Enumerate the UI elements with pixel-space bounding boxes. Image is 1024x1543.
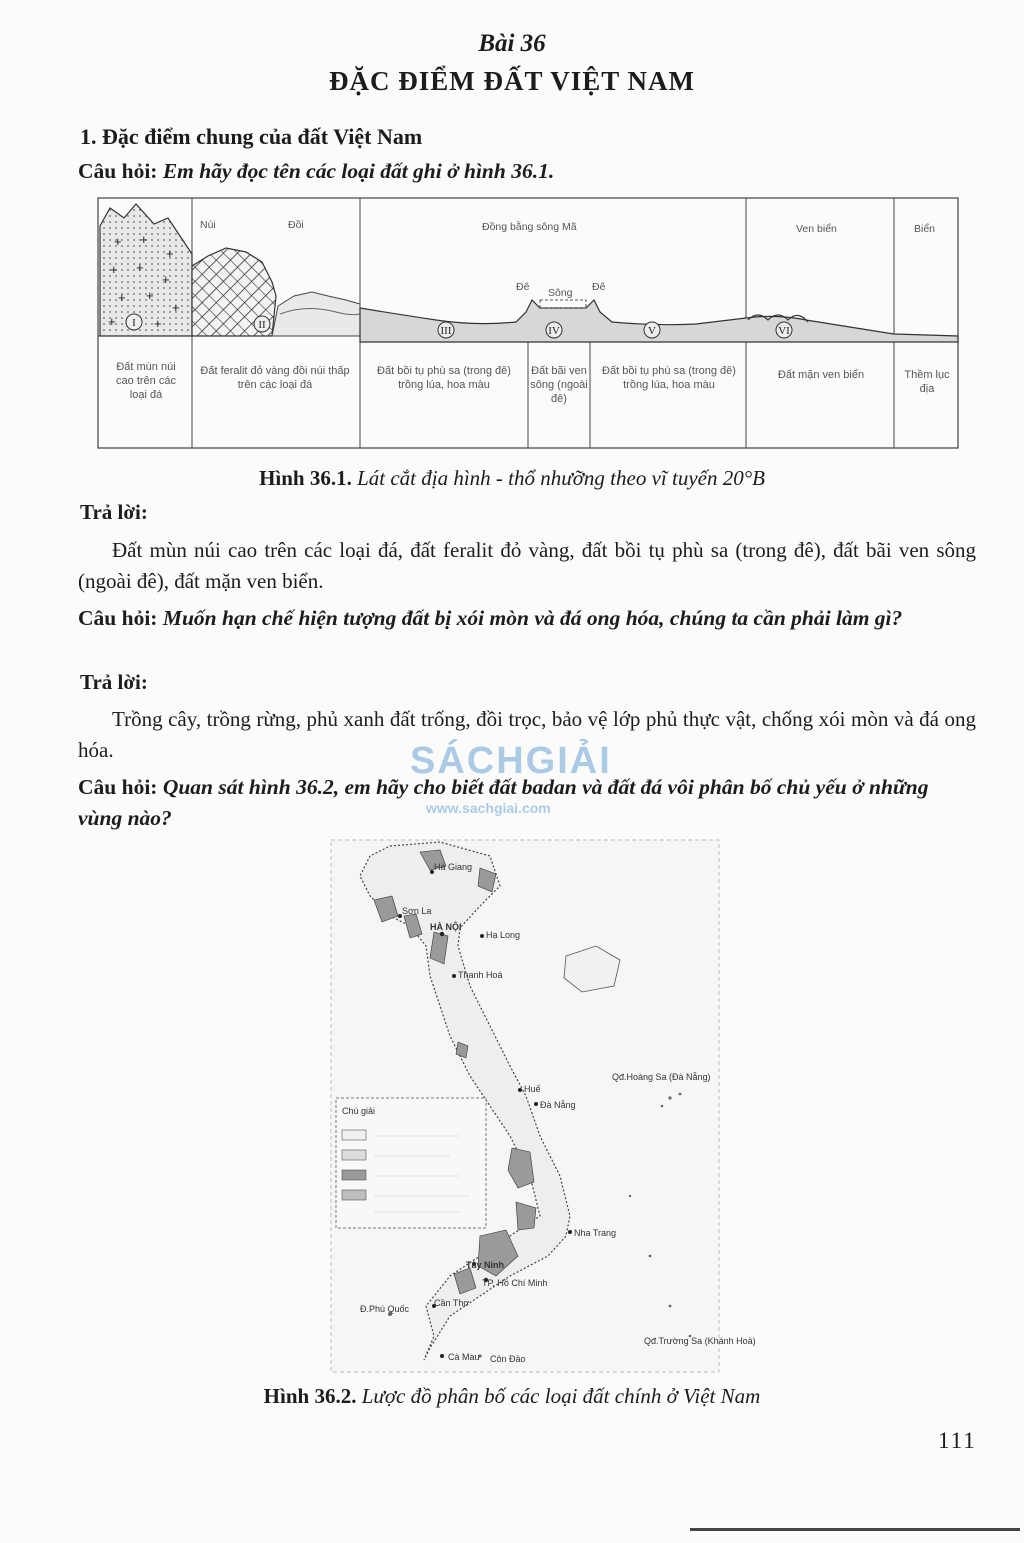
terrain-profile-figure bbox=[96, 196, 960, 450]
place-tp-hcm: TP. Hồ Chí Minh bbox=[482, 1278, 548, 1288]
legend-title: Chú giải bbox=[342, 1106, 376, 1116]
figure-2-number: Hình 36.2. bbox=[263, 1384, 357, 1408]
svg-text:+: + bbox=[162, 272, 170, 287]
marker-4: IV bbox=[548, 325, 560, 337]
svg-text:+: + bbox=[172, 300, 180, 315]
place-nha-trang: Nha Trang bbox=[574, 1228, 617, 1238]
svg-text:+: + bbox=[108, 314, 116, 329]
question-2 bbox=[78, 603, 976, 634]
figure-2-caption bbox=[0, 1384, 1024, 1409]
place-con-dao: Côn Đảo bbox=[490, 1354, 526, 1364]
soil-cell-7: Thềm lục địa bbox=[904, 369, 950, 395]
place-ha-giang: Hà Giang bbox=[434, 862, 473, 872]
marker-2: II bbox=[258, 319, 266, 331]
place-phu-quoc: Đ.Phú Quốc bbox=[360, 1304, 410, 1314]
soil-cell-6: Đất mặn ven biển bbox=[777, 369, 865, 381]
label-de-right: Đê bbox=[592, 281, 606, 293]
map-svg bbox=[330, 836, 756, 1376]
lesson-number: Bài 36 bbox=[478, 30, 546, 57]
place-hue: Huế bbox=[524, 1084, 541, 1094]
place-ca-mau: Cà Mau bbox=[448, 1352, 480, 1362]
soil-cell-2: Đất feralit đỏ vàng đồi núi thấp trên các loại đá bbox=[200, 365, 350, 391]
profile-svg bbox=[96, 196, 960, 450]
question-label: Câu hỏi: bbox=[78, 775, 158, 799]
page-number: 111 bbox=[938, 1428, 977, 1453]
place-ha-long: Hạ Long bbox=[486, 930, 521, 940]
svg-text:+: + bbox=[154, 316, 162, 331]
marker-3: III bbox=[440, 325, 452, 337]
question-text: Quan sát hình 36.2, em hãy cho biết đất badan và đất đá vôi phân bố chủ yếu ở những vùng nào? bbox=[78, 775, 929, 830]
label-dong-bang: Đồng bằng sông Mã bbox=[482, 221, 577, 233]
place-hoang-sa: Qđ.Hoàng Sa (Đà Nẵng) bbox=[612, 1072, 711, 1082]
question-1 bbox=[78, 156, 976, 187]
place-da-nang: Đà Nẵng bbox=[540, 1100, 576, 1110]
label-song: Sông bbox=[548, 287, 573, 299]
soil-cell-4: Đất bãi ven sông (ngoài đê) bbox=[530, 365, 588, 405]
place-son-la: Sơn La bbox=[402, 906, 432, 916]
svg-text:+: + bbox=[114, 234, 122, 249]
marker-1: I bbox=[132, 317, 136, 329]
svg-text:+: + bbox=[146, 288, 154, 303]
figure-1-text: Lát cắt địa hình - thổ nhưỡng theo vĩ tuyến 20°B bbox=[357, 466, 765, 490]
figure-1-caption bbox=[0, 466, 1024, 491]
marker-5: V bbox=[648, 325, 656, 337]
label-nui: Núi bbox=[200, 219, 216, 231]
label-ven-bien: Ven biển bbox=[796, 223, 837, 235]
question-text: Em hãy đọc tên các loại đất ghi ở hình 36.1. bbox=[162, 159, 555, 183]
svg-text:+: + bbox=[118, 290, 126, 305]
place-thanh-hoa: Thanh Hoá bbox=[458, 970, 503, 980]
section-heading: 1. Đặc điểm chung của đất Việt Nam bbox=[80, 124, 423, 149]
svg-text:+: + bbox=[166, 246, 174, 261]
svg-text:+: + bbox=[136, 260, 144, 275]
answer-1-label: Trả lời: bbox=[80, 500, 148, 524]
answer-2-label: Trả lời: bbox=[80, 670, 148, 694]
watermark-url: www.sachgiai.com bbox=[426, 800, 551, 816]
label-doi: Đồi bbox=[288, 219, 304, 231]
soil-cell-5: Đất bồi tụ phù sa (trong đê) trồng lúa, hoa màu bbox=[602, 365, 736, 391]
page-title: ĐẶC ĐIỂM ĐẤT VIỆT NAM bbox=[328, 66, 696, 96]
answer-1: Đất mùn núi cao trên các loại đá, đất feralit đỏ vàng, đất bồi tụ phù sa (trong đê), đất bãi ven sông (ngoài đê), đất mặn ven biển. bbox=[78, 538, 976, 593]
soil-map-figure bbox=[330, 836, 756, 1376]
soil-cell-1: Đất mùn núi cao trên các loại đá bbox=[116, 361, 176, 401]
figure-2-text: Lược đồ phân bố các loại đất chính ở Việt Nam bbox=[361, 1384, 761, 1408]
svg-text:+: + bbox=[110, 262, 118, 277]
question-3 bbox=[78, 772, 976, 834]
svg-text:+: + bbox=[140, 232, 148, 247]
label-bien: Biển bbox=[914, 223, 936, 235]
label-de-left: Đê bbox=[516, 281, 530, 293]
place-truong-sa: Qđ.Trường Sa (Khánh Hoà) bbox=[644, 1336, 756, 1346]
place-can-tho: Cần Thơ bbox=[434, 1298, 470, 1308]
question-label: Câu hỏi: bbox=[78, 606, 158, 630]
watermark-brand: SÁCHGIẢI bbox=[410, 740, 612, 782]
figure-1-number: Hình 36.1. bbox=[259, 466, 352, 490]
soil-cell-3: Đất bồi tụ phù sa (trong đê) trồng lúa, hoa màu bbox=[377, 365, 511, 391]
question-text: Muốn hạn chế hiện tượng đất bị xói mòn và đá ong hóa, chúng ta cần phải làm gì? bbox=[162, 606, 903, 630]
place-ha-noi: HÀ NỘI bbox=[430, 922, 462, 932]
place-tay-ninh: Tây Ninh bbox=[466, 1260, 505, 1270]
answer-2: Trồng cây, trồng rừng, phủ xanh đất trống, đồi trọc, bảo vệ lớp phủ thực vật, chống xói mòn và đá ong hóa. bbox=[78, 707, 976, 762]
page-edge-line bbox=[690, 1528, 1020, 1531]
question-label: Câu hỏi: bbox=[78, 159, 158, 183]
marker-6: VI bbox=[778, 325, 790, 337]
